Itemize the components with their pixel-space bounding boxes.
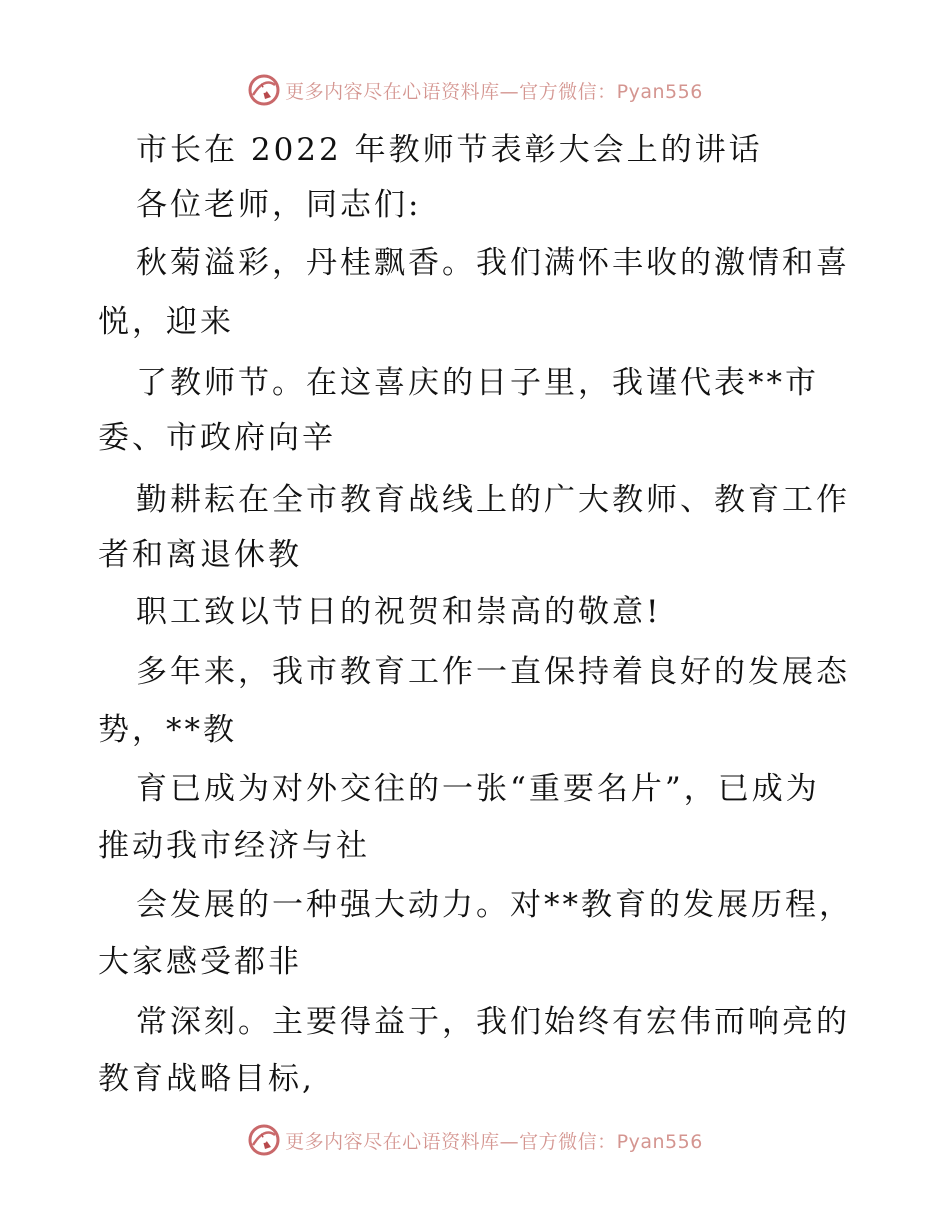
paragraph-line: 势，**教 [98,712,237,748]
footer-banner-text: 更多内容尽在心语资料库—官方微信：Pyan556 [285,1130,703,1153]
paragraph-line: 育已成为对外交往的一张“重要名片”，已成为 [136,771,820,807]
paragraph-line: 常深刻。主要得益于，我们始终有宏伟而响亮的 [136,1004,850,1040]
header-banner-text: 更多内容尽在心语资料库—官方微信：Pyan556 [285,80,703,103]
paragraph-line: 推动我市经济与社 [98,828,370,864]
brand-logo-icon [247,73,281,107]
paragraph-line: 委、市政府向辛 [98,420,336,456]
paragraph-line: 大家感受都非 [98,944,302,980]
salutation: 各位老师，同志们: [136,187,422,223]
footer-banner [0,1120,950,1160]
paragraph-line: 勤耕耘在全市教育战线上的广大教师、教育工作 [136,482,850,518]
document-title: 市长在 2022 年教师节表彰大会上的讲话 [136,132,763,168]
paragraph-line: 秋菊溢彩，丹桂飘香。我们满怀丰收的激情和喜 [136,245,850,281]
paragraph-line: 多年来，我市教育工作一直保持着良好的发展态 [136,654,850,690]
paragraph-line: 会发展的一种强大动力。对**教育的发展历程， [136,887,853,923]
paragraph-line: 者和离退休教 [98,537,302,573]
paragraph-line: 了教师节。在这喜庆的日子里，我谨代表**市 [136,365,819,401]
brand-logo-icon [247,1123,281,1157]
paragraph-line: 职工致以节日的祝贺和崇高的敬意! [136,594,662,630]
paragraph-line: 教育战略目标, [98,1061,315,1097]
paragraph-line: 悦，迎来 [98,304,234,340]
header-banner [0,70,950,110]
